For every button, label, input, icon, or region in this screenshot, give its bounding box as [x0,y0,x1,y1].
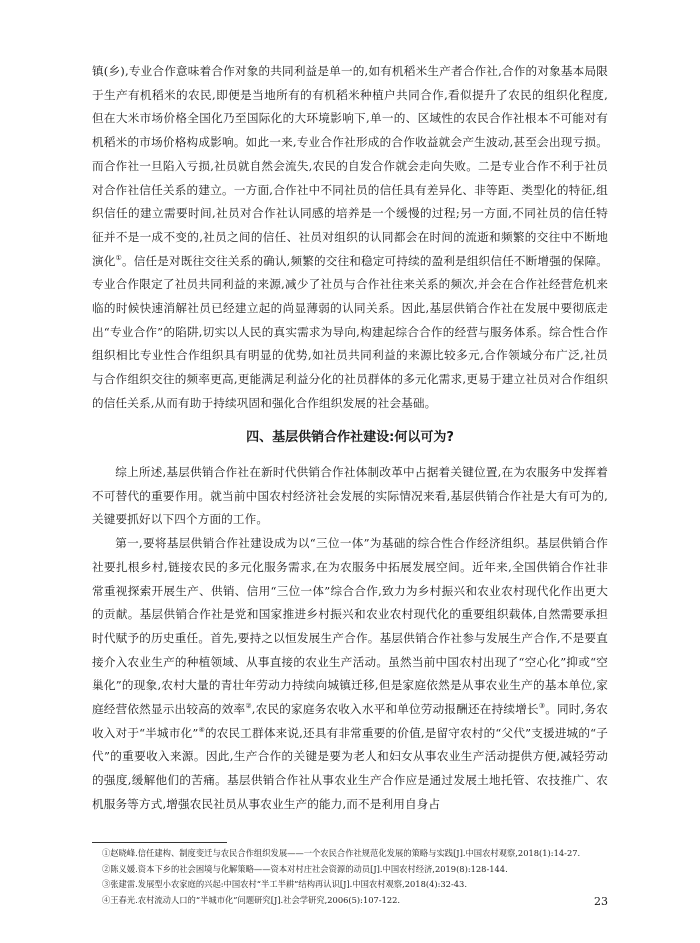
footnote-ref-2: ② [245,702,252,711]
footnote-ref-4: ④ [198,725,205,734]
paragraph-continued: 镇(乡),专业合作意味着合作对象的共同利益是单一的,如有机稻米生产者合作社,合作的对象基本局限于生产有机稻米的农民,即便是当地所有的有机稻米种植户共同合作,看似提升了农民的组织化程度,但在大米市场价格全国化乃至国际化的大环境影响下,单一的、区域性的农民合作社根本不可能对有机稻米的市场价格构成影响。如此一来,专业合作社形成的合作收益就会产生波动,甚至会出现亏损。而合作社一旦陷入亏损,社员就自然会流失,农民的自发合作就会走向失败。二是专业合作不利于社员对合作社信任关系的建立。一方面,合作社中不同社员的信任具有差异化、非等距、类型化的特征,组织信任的建立需要时间,社员对合作社认同感的培养是一个缓慢的过程;另一方面,不同社员的信任特征并不是一成不变的,社员之间的信任、社员对组织的认同都会在时间的流逝和频繁的交往中不断地演化①。信任是对既往交往关系的确认,频繁的交往和稳定可持续的盈利是组织信任不断增强的保障。专业合作限定了社员共同利益的来源,减少了社员与合作社往来关系的频次,并会在合作社经营危机来临的时候快速消解社员已经建立起的尚显薄弱的认同关系。因此,基层供销合作社在发展中要彻底走出“专业合作”的陷阱,切实以人民的真实需求为导向,构建起综合合作的经营与服务体系。综合性合作组织相比专业性合作组织具有明显的优势,如社员共同利益的来源比较多元,合作领域分布广泛,社员与合作组织交往的频率更高,更能满足利益分化的社员群体的多元化需求,更易于建立社员对合作组织的信任关系,从而有助于持续巩固和强化合作组织发展的社会基础。 [92,64,608,410]
paragraph-summary: 综上所述,基层供销合作社在新时代供销合作社体制改革中占据着关键位置,在为农服务中发挥着不可替代的重要作用。就当前中国农村经济社会发展的实际情况来看,基层供销合作社是大有可为的,关键要抓好以下四个方面的工作。 [92,465,608,527]
footnote-2: ②陈义媛.资本下乡的社会困境与化解策略——资本对村庄社会资源的动员[J].中国农村经济,2019(8):128-144. [101,863,508,874]
footnote-3: ③张建雷.发展型小农家庭的兴起:中国农村“半工半耕”结构再认识[J].中国农村观察,2018(4):32-43. [101,879,467,890]
footnote-4: ④王春光.农村流动人口的“半城市化”问题研究[J].社会学研究,2006(5):107-122. [101,894,401,905]
page-number: 23 [594,895,608,908]
paragraph-first-point: 第一,要将基层供销合作社建设成为以“三位一体”为基础的综合性合作经济组织。基层供销合作社要扎根乡村,链接农民的多元化服务需求,在为农服务中拓展发展空间。近年来,全国供销合作社非常重视探索开展生产、供销、信用“三位一体”综合合作,致力为乡村振兴和农业农村现代化作出更大的贡献。基层供销合作社是党和国家推进乡村振兴和农业农村现代化的重要组织载体,自然需要承担时代赋予的历史重任。首先,要持之以恒发展生产合作。基层供销合作社参与发展生产合作,不是要直接介入农业生产的种植领域、从事直接的农业生产活动。虽然当前中国农村出现了“空心化”抑或“空巢化”的现象,农村大量的青壮年劳动力持续向城镇迁移,但是家庭依然是从事农业生产的基本单位,家庭经营依然显示出较高的效率②,农民的家庭务农收入水平和单位劳动报酬还在持续增长③。同时,务农收入对于“半城市化”④的农民工群体来说,还具有非常重要的价值,是留守农村的“父代”支援进城的“子代”的重要收入来源。因此,生产合作的关键是要为老人和妇女从事农业生产活动提供方便,减轻劳动的强度,缓解他们的苦痛。基层供销合作社从事农业生产合作应是通过发展土地托管、农技推广、农机服务等方式,增强农民社员从事农业生产的能力,而不是利用自身占 [92,536,609,811]
section-heading: 四、基层供销合作社建设:何以可为? [246,430,454,445]
footnote-ref-3: ③ [538,702,546,711]
footnote-ref-1: ① [115,253,122,262]
footnote-divider [92,842,227,843]
footnotes [92,846,608,908]
body-section-four [92,461,608,817]
body-paragraph-top [92,60,608,416]
footnote-1: ①赵晓峰.信任建构、制度变迁与农民合作组织发展——一个农民合作社规范化发展的策略与实践[J].中国农村观察,2018(1):14-27. [101,848,581,858]
